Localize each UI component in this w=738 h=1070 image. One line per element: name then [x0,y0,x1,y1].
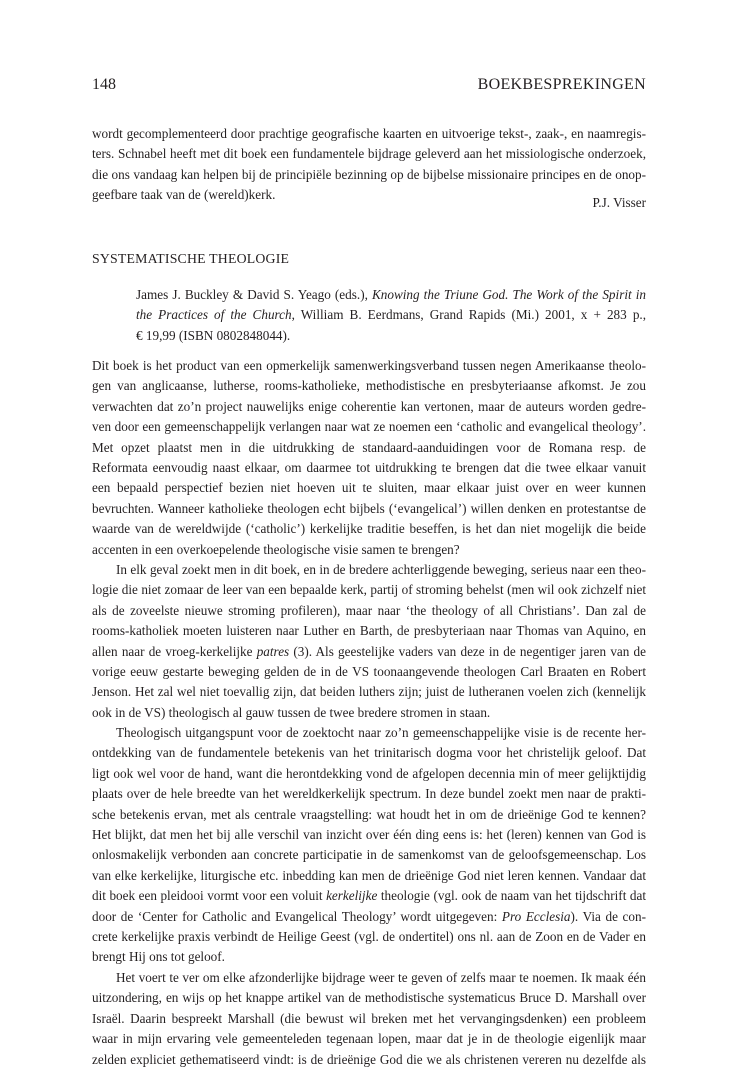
running-header [92,76,646,100]
running-title: BOEKBESPREKINGEN [477,76,646,93]
text-line: Reformata eenvoudig naast elkaar, om daarmee tot uitdrukking te brengen dat die twee elkaar vanuit [92,460,646,476]
text-line: vorige eeuw gestarte beweging gelden de in de VS toonaangevende theologen Carl Braaten en Robert [92,664,646,680]
text-line: rooms-katholiek moeten luisteren naar Luther en Barth, de presbyteriaan naar Thomas van Aquino, en [92,623,646,639]
citation-line-2 [136,305,646,325]
book-citation [136,285,646,346]
text-line: een bepaald perspectief bezien niet hoeven uit te sluiten, maar elkaar juist over en weer kunnen [92,480,646,496]
citation-line-1 [136,285,646,305]
citation-publisher: , William B. Eerdmans, Grand Rapids (Mi.) 2001, x + 283 p., [291,307,647,323]
intro-paragraph [92,124,646,206]
text-line: onlosmakelijk verbonden aan concrete participatie in de samenkomst van de geloofsgemeenschap. Los [92,847,646,863]
citation-authors: James J. Buckley & David S. Yeago (eds.), [136,287,372,302]
citation-title-part1: Knowing the Triune God. The Work of the Spirit in [371,287,646,302]
body-paragraph-4 [92,968,646,1070]
page-number: 148 [92,76,116,93]
reviewer-signature: P.J. Visser [592,195,646,210]
text-line: dit boek een pleidooi vormt voor een voluit kerkelijke theologie (vgl. ook de naam van het tijdschrift dat [92,888,647,904]
body-paragraph-2 [92,560,646,723]
body-paragraph-3 [92,723,646,968]
text-line: Het voert te ver om elke afzonderlijke bijdrage weer te geven of zelfs maar te noemen. Ik maak één [116,970,646,985]
text-line: van elke kerkelijke, liturgische etc. inbedding kan men de drieënige God niet leren kennen. Vandaar dat [92,867,646,883]
text-line: ligt ook wel voor de hand, want die herontdekking vond de afgelopen decennia min of meer gelijktijdig [92,765,646,781]
text-line: waar in mijn ervaring vele gemeenteleden tegenaan lopen, maar dat je in de theologie eigenlijk maar [92,1031,646,1047]
text-line: crete kerkelijke praxis verbindt de Heilige Geest (vgl. de ondertitel) ons nl. aan de Zoon en de Vader en [92,929,646,945]
text-line: door de ‘Center for Catholic and Evangelical Theology’ wordt uitgegeven: Pro Ecclesia). Via de con- [92,908,646,924]
text-line: Jenson. Het zal wel niet toevallig zijn, dat beiden luthers zijn; juist de lutheranen voelen zich (kennelijk [92,684,646,700]
text-line: allen naar de vroeg-kerkelijke patres (3). Als geestelijke vaders van deze in de negentiger jaren van de [92,643,646,659]
text-line: brengt Hij ons tot geloof. [92,949,225,965]
text-line: ters. Schnabel heeft met dit boek een fundamentele bijdrage geleverd aan het missiologische onderzoek, [92,146,646,162]
text-line: ontdekking van de fundamentele betekenis van het trinitarisch dogma voor het christelijk geloof. Dat [92,745,646,761]
text-line: ook in de VS) theologisch al gauw tussen de twee bredere stromen in staan. [92,704,491,720]
text-line: Theologisch uitgangspunt voor de zoektocht naar zo’n gemeenschappelijke visie is de recente her- [116,725,646,740]
text-line: waarde van de wereldwijde (‘catholic’) kerkelijke traditie beseffen, is het dan niet mogelijk die beide [92,521,646,537]
text-line: zelden expliciet gethematiseerd vindt: is de drieënige God die we als christenen vereren nu dezelfde als [92,1051,646,1067]
text-line: sche betekenis ervan, met als centrale vraagstelling: wat houdt het in om de drieënige God te kennen? [92,806,646,822]
text-line: gen van anglicaanse, lutherse, rooms-katholieke, methodistische en presbyteriaanse afkomst. Je zou [92,378,646,394]
text-line: Het blijkt, dat men het bij alle verschil van inzicht over één ding eens is: het (leren) kennen van God is [92,827,646,843]
text-line: Dit boek is het product van een opmerkelijk samenwerkingsverband tussen negen Amerikaanse theolo- [92,358,646,373]
text-line: geefbare taak van de (wereld)kerk. [92,187,276,203]
text-line: Israël. Daarin bespreekt Marshall (die bewust wil breken met het vervangingsdenken) een probleem [92,1010,646,1026]
text-line: accenten in een overkoepelende theologische visie samen te brengen? [92,541,460,557]
citation-title-part2: the Practices of the Church [136,307,292,323]
text-line: bevruchten. Wanneer katholieke theologen echt bijbels (‘evangelical’) willen denken en protestantse de [92,500,646,516]
section-title: SYSTEMATISCHE THEOLOGIE [92,251,290,266]
citation-line-3: € 19,99 (ISBN 0802848044). [136,327,291,343]
text-line: Met opzet plaatst men in die uitdrukking de standaard-aanduidingen voor de Romana resp. de [92,439,646,455]
text-line: logie die niet zomaar de leer van een bepaalde kerk, partij of stroming behelst (men wil ook zichzelf niet [92,582,646,598]
body-paragraph-1 [92,356,646,560]
text-line: plaats over de hele breedte van het wereldkerkelijk spectrum. In deze bundel zoekt men naar de prakti- [92,786,646,802]
text-line: uitzondering, en wijs op het knappe artikel van de methodistische systematicus Bruce D. Marshall over [92,990,646,1006]
text-line: als de zoveelste nieuwe stroming profileren), maar naar ‘the theology of all Christians’. Dan zal de [92,602,646,618]
text-line: verwachten dat zo’n project nauwelijks enige coherentie kan vertonen, maar de auteurs worden gedre- [92,398,646,414]
text-line: In elk geval zoekt men in dit boek, en in de bredere achterliggende beweging, serieus naar een theo- [116,562,646,577]
text-line: wordt gecomplementeerd door prachtige geografische kaarten en uitvoerige tekst-, zaak-, en naamregis- [92,126,646,141]
text-line: die ons vandaag kan helpen bij de principiële bezinning op de bijbelse missionaire principes en de onop- [92,166,646,182]
text-line: ven door een gemeenschappelijk verlangen naar wat ze noemen een ‘catholic and evangelical theology’. [92,419,646,435]
